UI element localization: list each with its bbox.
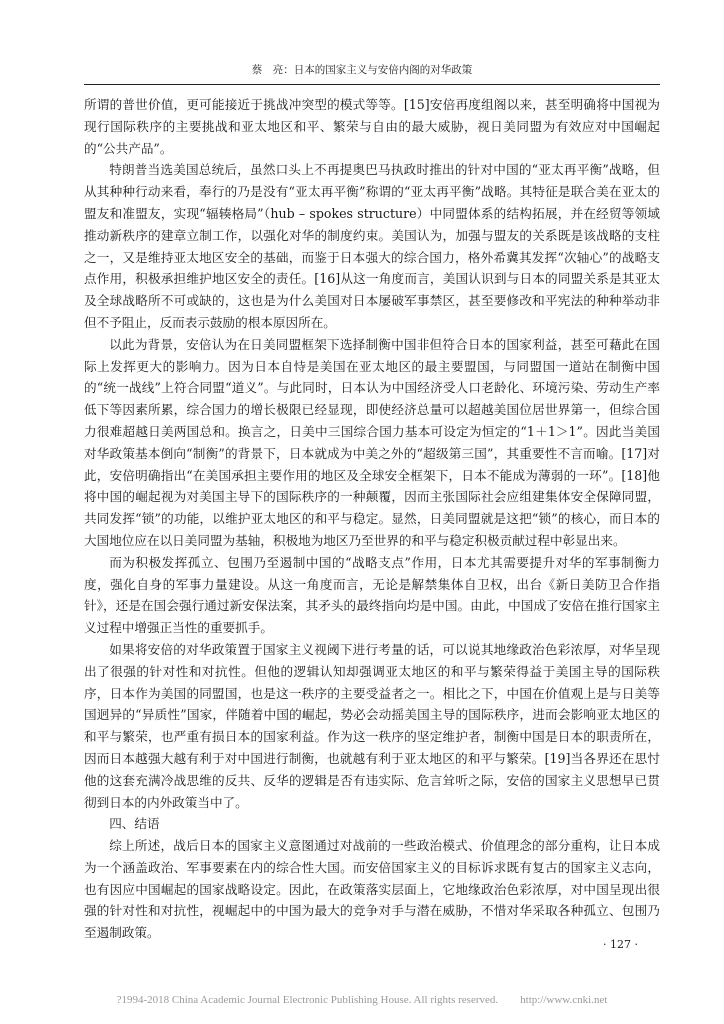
paragraph-4: 而为积极发挥孤立、包围乃至遏制中国的“战略支点”作用，日本尤其需要提升对华的军事制衡力度，强化自身的军事力量建设。从这一角度而言，无论是解禁集体自卫权，出台《新日美防卫合作指针》，还是在国会强行通过新安保法案，其矛头的最终指向均是中国。由此，中国成了安倍在推行国家主义过程中增强正当性的重要抓手。 [84,554,660,636]
article-body [84,94,660,944]
copyright-footer: ?1994-2018 China Academic Journal Electronic Publishing House. All rights reserved. http://www.cnki.net [116,994,608,1006]
paragraph-6: 综上所述，战后日本的国家主义意图通过对战前的一些政治模式、价值理念的部分重构，让日本成为一个涵盖政治、军事要素在内的综合性大国。而安倍国家主义的目标诉求既有复古的国家主义志向，也有因应中国崛起的国家战略设定。因此，在政策落实层面上，它地缘政治色彩浓厚，对中国呈现出很强的针对性和对抗性，视崛起中的中国为最大的竞争对手与潜在威胁，不惜对华采取各种孤立、包围乃至遏制政策。 [84,838,660,941]
header-rule [84,84,660,85]
paragraph-1: 所谓的普世价值，更可能接近于挑战冲突型的模式等等。[15]安倍再度组阁以来，甚至明确将中国视为现行国际秩序的主要挑战和亚太地区和平、繁荣与自由的最大威胁，视日美同盟为有效应对中国崛起的“公共产品”。 [84,97,660,156]
paragraph-5: 如果将安倍的对华政策置于国家主义视阈下进行考量的话，可以说其地缘政治色彩浓厚，对华呈现出了很强的针对性和对抗性。但他的逻辑认知却强调亚太地区的和平与繁荣得益于美国主导的国际秩序，日本作为美国的同盟国，也是这一秩序的主要受益者之一。相比之下，中国在价值观上是与日美等国迥异的“异质性”国家，伴随着中国的崛起，势必会动摇美国主导的国际秩序，进而会影响亚太地区的和平与繁荣，也严重有损日本的国家利益。作为这一秩序的坚定维护者，制衡中国是日本的职责所在，因而日本越强大越有利于对中国进行制衡，也就越有利于亚太地区的和平与繁荣。[19]当各界还在思忖他的这套充满冷战思维的反共、反华的逻辑是否有违实际、危言耸听之际，安倍的国家主义思想早已贯彻到日本的内外政策当中了。 [84,641,660,810]
paragraph-3: 以此为背景，安倍认为在日美同盟框架下选择制衡中国非但符合日本的国家利益，甚至可藉此在国际上发挥更大的影响力。因为日本自恃是美国在亚太地区的最主要盟国，与同盟国一道站在制衡中国的“统一战线”上符合同盟“道义”。与此同时，日本认为中国经济受人口老龄化、环境污染、劳动生产率低下等因素所累，综合国力的增长极限已经显现，即使经济总量可以超越美国位居世界第一，但综合国力很难超越日美两国总和。换言之，日美中三国综合国力基本可设定为恒定的“1＋1＞1”。因此当美国对华政策基本倒向“制衡”的背景下，日本就成为中美之外的“超级第三国”，其重要性不言而喻。[17]对此，安倍明确指出“在美国承担主要作用的地区及全球安全框架下，日本不能成为薄弱的一环”。[18]他将中国的崛起视为对美国主导下的国际秩序的一种颠覆，因而主张国际社会应组建集体安全保障同盟，共同发挥“锁”的功能，以维护亚太地区的和平与稳定。显然，日美同盟就是这把“锁”的核心，而日本的大国地位应在以日美同盟为基轴，积极地为地区乃至世界的和平与稳定积极贡献过程中彰显出来。 [84,336,660,548]
running-header: 蔡 亮：日本的国家主义与安倍内阁的对华政策 [251,64,473,76]
section-heading-conclusion: 四、结语 [109,816,160,832]
page-number: · 127 · [603,938,638,951]
paragraph-2: 特朗普当选美国总统后，虽然口头上不再提奥巴马执政时推出的针对中国的“亚太再平衡”战略，但从其种种行动来看，奉行的乃是没有“亚太再平衡”称谓的“亚太再平衡”战略。其特征是联合美在亚太的盟友和准盟友，实现“辐辏格局”（hub – spokes structure）中同盟体系的结构拓展，并在经贸等领域推动新秩序的建章立制工作，以强化对华的制度约束。美国认为，加强与盟友的关系既是该战略的支柱之一，又是维持亚太地区安全的基础，而鉴于日本强大的综合国力，格外希冀其发挥“次轴心”的战略支点作用，积极承担维护地区安全的责任。[16]从这一角度而言，美国认识到与日本的同盟关系是其亚太及全球战略所不可或缺的，这也是为什么美国对日本屡破军事禁区，甚至要修改和平宪法的种种举动非但不予阻止，反而表示鼓励的根本原因所在。 [84,162,660,330]
